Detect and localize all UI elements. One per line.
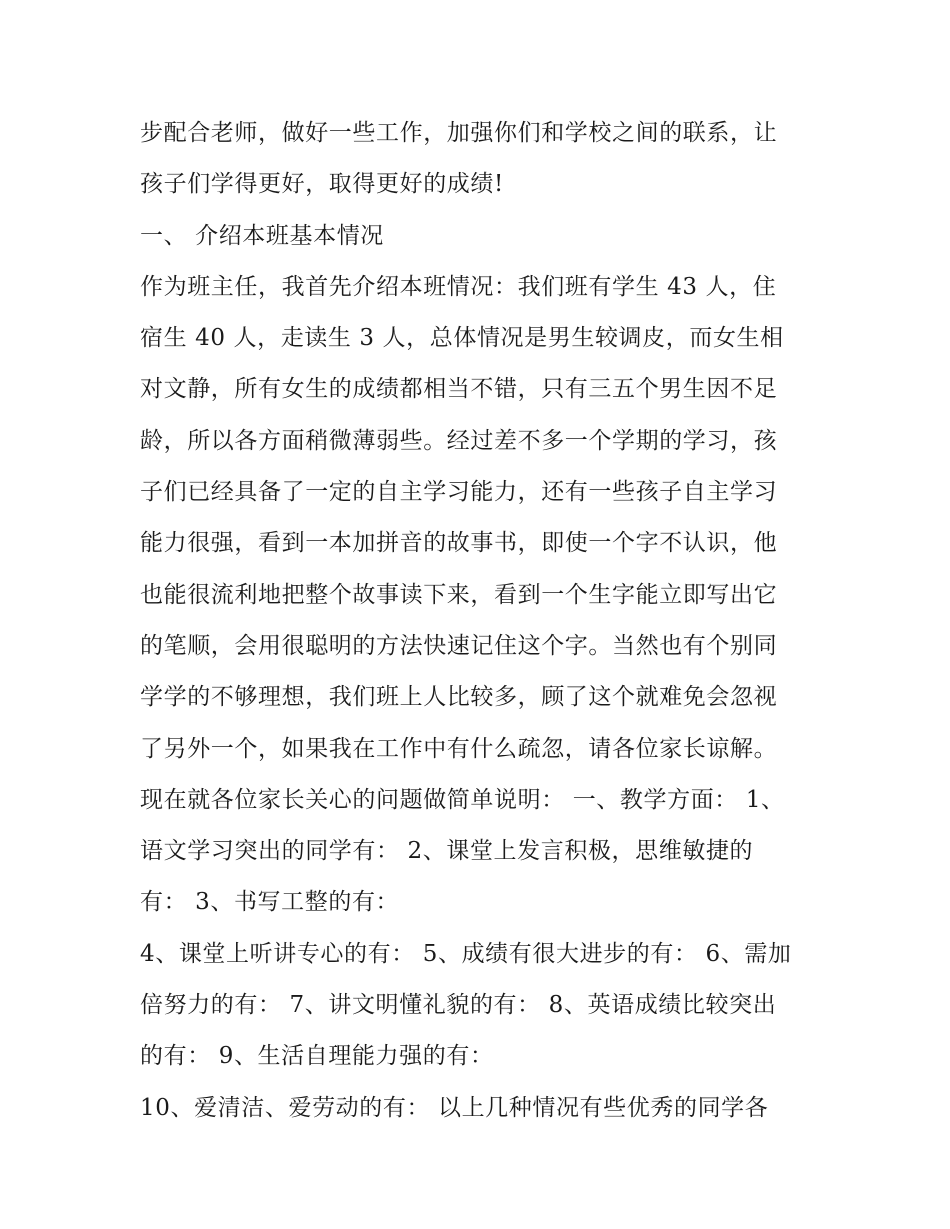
text-line: 了另外一个，如果我在工作中有什么疏忽，请各位家长谅解。 [140, 735, 778, 762]
text-line: 步配合老师，做好一些工作，加强你们和学校之间的联系，让 [140, 120, 778, 146]
text-line: 有： 3、书写工整的有： [140, 889, 400, 916]
text-line: 子们已经具备了一定的自主学习能力，还有一些孩子自主学习 [140, 479, 778, 506]
section-heading: 一、 介绍本班基本情况 [140, 222, 384, 249]
text-line: 语文学习突出的同学有： 2、课堂上发言积极，思维敏捷的 [140, 838, 754, 865]
text-line: 10、爱清洁、爱劳动的有： 以上几种情况有些优秀的同学各 [140, 1094, 769, 1121]
text-line: 龄，所以各方面稍微薄弱些。经过差不多一个学期的学习，孩 [140, 427, 778, 454]
text-line: 倍努力的有： 7、讲文明懂礼貌的有： 8、英语成绩比较突出 [140, 992, 777, 1019]
text-line: 能力很强，看到一本加拼音的故事书，即使一个字不认识，他 [140, 530, 778, 557]
text-line: 的笔顺，会用很聪明的方法快速记住这个字。当然也有个别同 [140, 632, 778, 659]
document-body [140, 108, 820, 1134]
text-line: 对文静，所有女生的成绩都相当不错，只有三五个男生因不足 [140, 376, 778, 403]
text-line: 宿生 40 人，走读生 3 人，总体情况是男生较调皮，而女生相 [140, 325, 784, 352]
text-line: 作为班主任，我首先介绍本班情况：我们班有学生 43 人，住 [140, 273, 777, 300]
text-line: 的有： 9、生活自理能力强的有： [140, 1043, 494, 1070]
text-line: 孩子们学得更好，取得更好的成绩! [140, 171, 504, 198]
text-line: 学学的不够理想，我们班上人比较多，顾了这个就难免会忽视 [140, 684, 778, 711]
text-line: 现在就各位家长关心的问题做简单说明： 一、教学方面： 1、 [140, 786, 785, 813]
text-line: 也能很流利地把整个故事读下来，看到一个生字能立即写出它 [140, 581, 778, 608]
text-line: 4、课堂上听讲专心的有： 5、成绩有很大进步的有： 6、需加 [140, 940, 792, 967]
